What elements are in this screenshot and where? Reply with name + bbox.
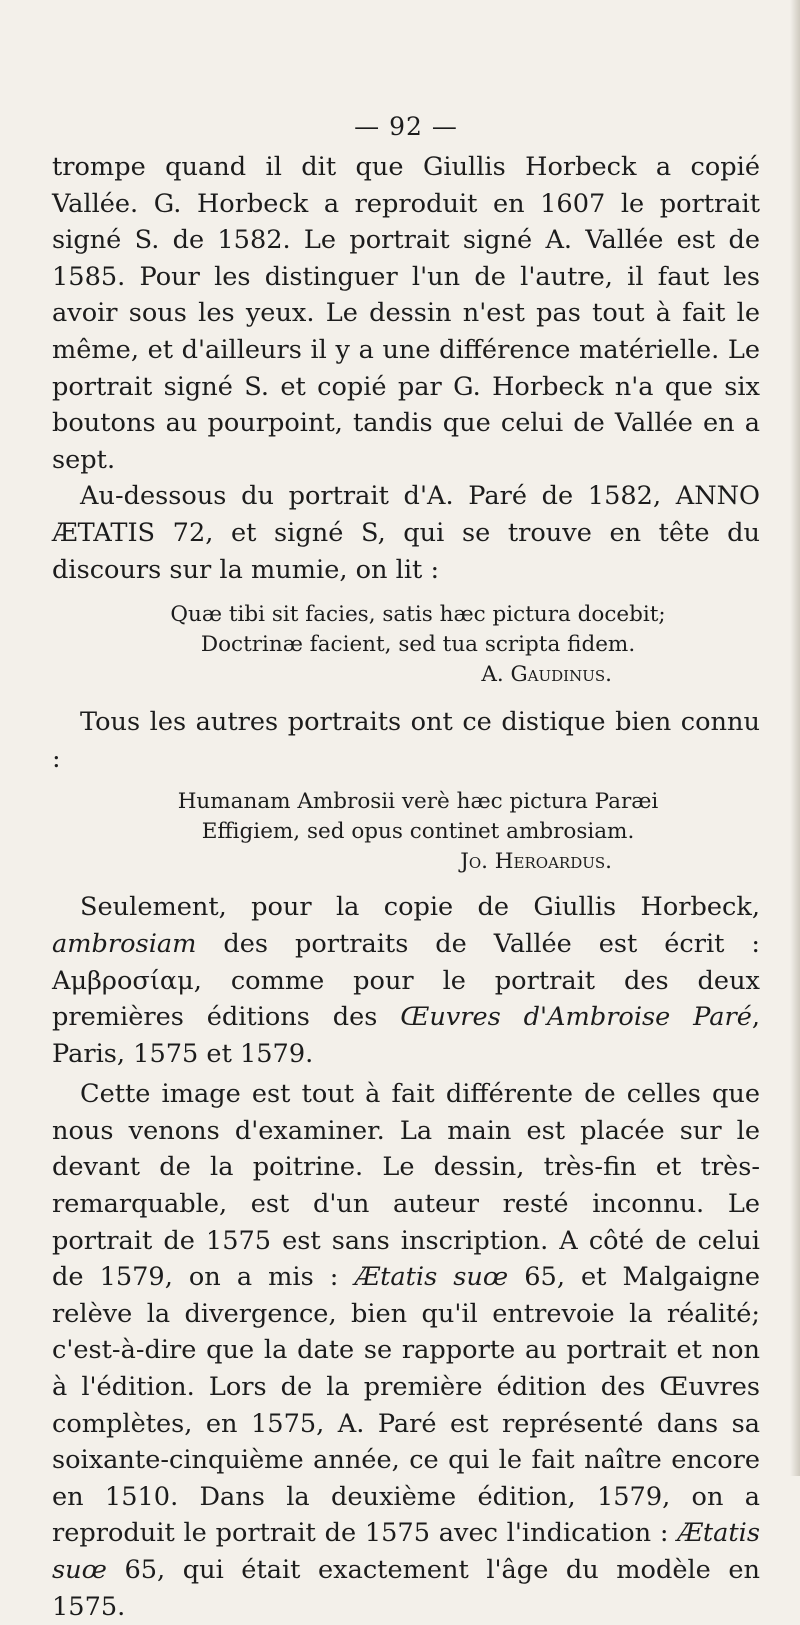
distich-heroardus bbox=[76, 787, 760, 877]
paragraph-other-portraits: Tous les autres portraits ont ce distique bien connu : bbox=[52, 707, 760, 774]
distich-line: Humanam Ambrosii verè hæc pictura Paræi bbox=[177, 789, 659, 815]
paragraph-anno-aetatis: Au-dessous du portrait d'A. Paré de 1582, ANNO ÆTATIS 72, et signé S, qui se trouve en tête du discours sur la mumie, on lit : bbox=[52, 481, 760, 585]
paragraph-image-description bbox=[52, 1076, 760, 1625]
distich-author: A. Gaudinus. bbox=[481, 662, 612, 688]
text-run: 65, qui était exactement l'âge du modèle en 1575. bbox=[52, 1555, 760, 1622]
italic-run: Œuvres d'Ambroise Paré bbox=[400, 1002, 752, 1033]
italic-run: ambrosiam bbox=[52, 928, 197, 959]
italic-run: Ætatis suœ bbox=[354, 1262, 509, 1293]
text-run: , Paris, 1575 et 1579. bbox=[52, 1002, 760, 1069]
paragraph-ambrosiam bbox=[52, 889, 760, 1072]
distich-line: Quæ tibi sit facies, satis hæc pictura docebit; bbox=[170, 602, 666, 628]
paragraph-horbeck-copy: trompe quand il dit que Giullis Horbeck a copié Vallée. G. Horbeck a reproduit en 1607 le portrait signé S. de 1582. Le portrait signé A. Vallée est de 1585. Pour les distinguer l'un de l'autre, il faut les avoir sous les yeux. Le dessin n'est pas tout à fait le même, et d'ailleurs il y a une différence matérielle. Le portrait signé S. et copié par G. Horbeck n'a que six boutons au pourpoint, tandis que celui de Vallée en a sept. bbox=[52, 152, 760, 475]
page-number: — 92 — bbox=[354, 112, 458, 141]
distich-line: Effigiem, sed opus continet ambrosiam. bbox=[201, 819, 635, 845]
italic-run: Ætatis suœ bbox=[52, 1518, 760, 1585]
text-run: Cette image est tout à fait différente de celles que nous venons d'examiner. La main est placée sur le devant de la poitrine. Le dessin, très-fin et très-remarquable, est d'un auteur resté inconnu. Le portrait de 1575 est sans inscription. A côté de celui de 1579, on a mis : bbox=[52, 1079, 760, 1293]
distich-line: Doctrinæ facient, sed tua scripta fidem. bbox=[200, 632, 636, 658]
text-run: 65, et Malgaigne relève la divergence, bien qu'il entrevoie la réalité; c'est-à-dire que la date se rapporte au portrait et non à l'édition. Lors de la première édition des Œuvres complètes, en 1575, A. Paré est représenté dans sa soixante-cinquième année, ce qui le fait naître encore en 1510. Dans la deuxième édition, 1579, on a reproduit le portrait de 1575 avec l'indication : bbox=[52, 1262, 760, 1549]
distich-author: Jo. Heroardus. bbox=[460, 849, 612, 875]
text-run: Seulement, pour la copie de Giullis Horbeck, bbox=[80, 892, 760, 923]
distich-gaudinus bbox=[76, 600, 760, 690]
text-run: des portraits de Vallée est écrit : Αμβροσίαμ, comme pour le portrait des deux premières éditions des bbox=[52, 928, 760, 1033]
